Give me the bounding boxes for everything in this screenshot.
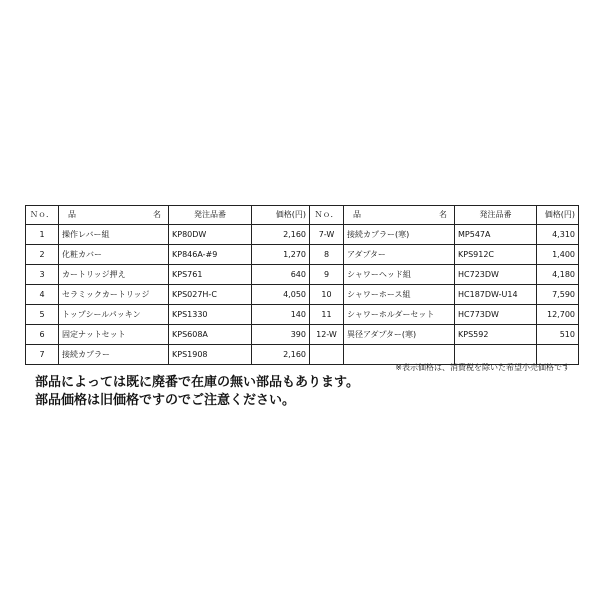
item-name: トップシールパッキン [59, 305, 169, 325]
item-price: 510 [537, 325, 579, 345]
header-price: 価格(円) [252, 206, 310, 225]
item-no: 4 [26, 285, 59, 305]
item-no: 7 [26, 345, 59, 365]
item-no [310, 345, 344, 365]
item-price: 140 [252, 305, 310, 325]
footer-notice [35, 374, 359, 410]
item-price: 4,050 [252, 285, 310, 305]
item-name: アダプター [344, 245, 455, 265]
item-name: シャワーホース組 [344, 285, 455, 305]
item-price: 1,270 [252, 245, 310, 265]
item-price: 2,160 [252, 345, 310, 365]
item-no: 2 [26, 245, 59, 265]
header-no: Ｎｏ． [310, 206, 344, 225]
table-row [26, 225, 579, 245]
item-name: 固定ナットセット [59, 325, 169, 345]
item-no: 9 [310, 265, 344, 285]
header-no: Ｎｏ． [26, 206, 59, 225]
item-price: 2,160 [252, 225, 310, 245]
item-no: 11 [310, 305, 344, 325]
item-no: 7-W [310, 225, 344, 245]
item-part-no: KPS592 [455, 325, 537, 345]
header-name: 品 名 [59, 206, 169, 225]
item-part-no: KPS912C [455, 245, 537, 265]
item-name: カートリッジ押え [59, 265, 169, 285]
header-part-no: 発注品番 [455, 206, 537, 225]
item-name: セラミックカートリッジ [59, 285, 169, 305]
item-part-no: KPS1330 [169, 305, 252, 325]
header-name: 品 名 [344, 206, 455, 225]
item-price: 640 [252, 265, 310, 285]
item-name: 化粧カバー [59, 245, 169, 265]
item-part-no: MP547A [455, 225, 537, 245]
item-part-no: KPS1908 [169, 345, 252, 365]
item-price: 390 [252, 325, 310, 345]
item-no: 10 [310, 285, 344, 305]
table-row [26, 245, 579, 265]
item-part-no: KP80DW [169, 225, 252, 245]
footer-line-1: 部品によっては既に廃番で在庫の無い部品もあります。 [35, 375, 359, 390]
item-no: 1 [26, 225, 59, 245]
item-no: 5 [26, 305, 59, 325]
header-price: 価格(円) [537, 206, 579, 225]
item-part-no: HC773DW [455, 305, 537, 325]
table-header-row [26, 206, 579, 225]
item-price: 12,700 [537, 305, 579, 325]
item-no: 12-W [310, 325, 344, 345]
item-price: 1,400 [537, 245, 579, 265]
header-part-no: 発注品番 [169, 206, 252, 225]
footer-line-2: 部品価格は旧価格ですのでご注意ください。 [35, 393, 296, 408]
price-note: ※表示価格は、消費税を除いた希望小売価格です [395, 363, 570, 372]
item-name: 異径アダプター(寒) [344, 325, 455, 345]
item-part-no: KP846A-#9 [169, 245, 252, 265]
item-part-no: KPS761 [169, 265, 252, 285]
item-name: シャワーヘッド組 [344, 265, 455, 285]
item-name: 接続カプラー(寒) [344, 225, 455, 245]
table-row [26, 265, 579, 285]
item-price: 4,180 [537, 265, 579, 285]
item-part-no: KPS027H-C [169, 285, 252, 305]
item-name: 操作レバー組 [59, 225, 169, 245]
table-row [26, 325, 579, 345]
item-part-no: KPS608A [169, 325, 252, 345]
item-price: 4,310 [537, 225, 579, 245]
table-row [26, 285, 579, 305]
item-no: 6 [26, 325, 59, 345]
item-part-no: HC187DW-U14 [455, 285, 537, 305]
item-name: 接続カプラー [59, 345, 169, 365]
item-name: シャワーホルダーセット [344, 305, 455, 325]
table-row [26, 305, 579, 325]
item-no: 8 [310, 245, 344, 265]
item-price: 7,590 [537, 285, 579, 305]
item-part-no: HC723DW [455, 265, 537, 285]
parts-table [25, 205, 579, 365]
item-no: 3 [26, 265, 59, 285]
